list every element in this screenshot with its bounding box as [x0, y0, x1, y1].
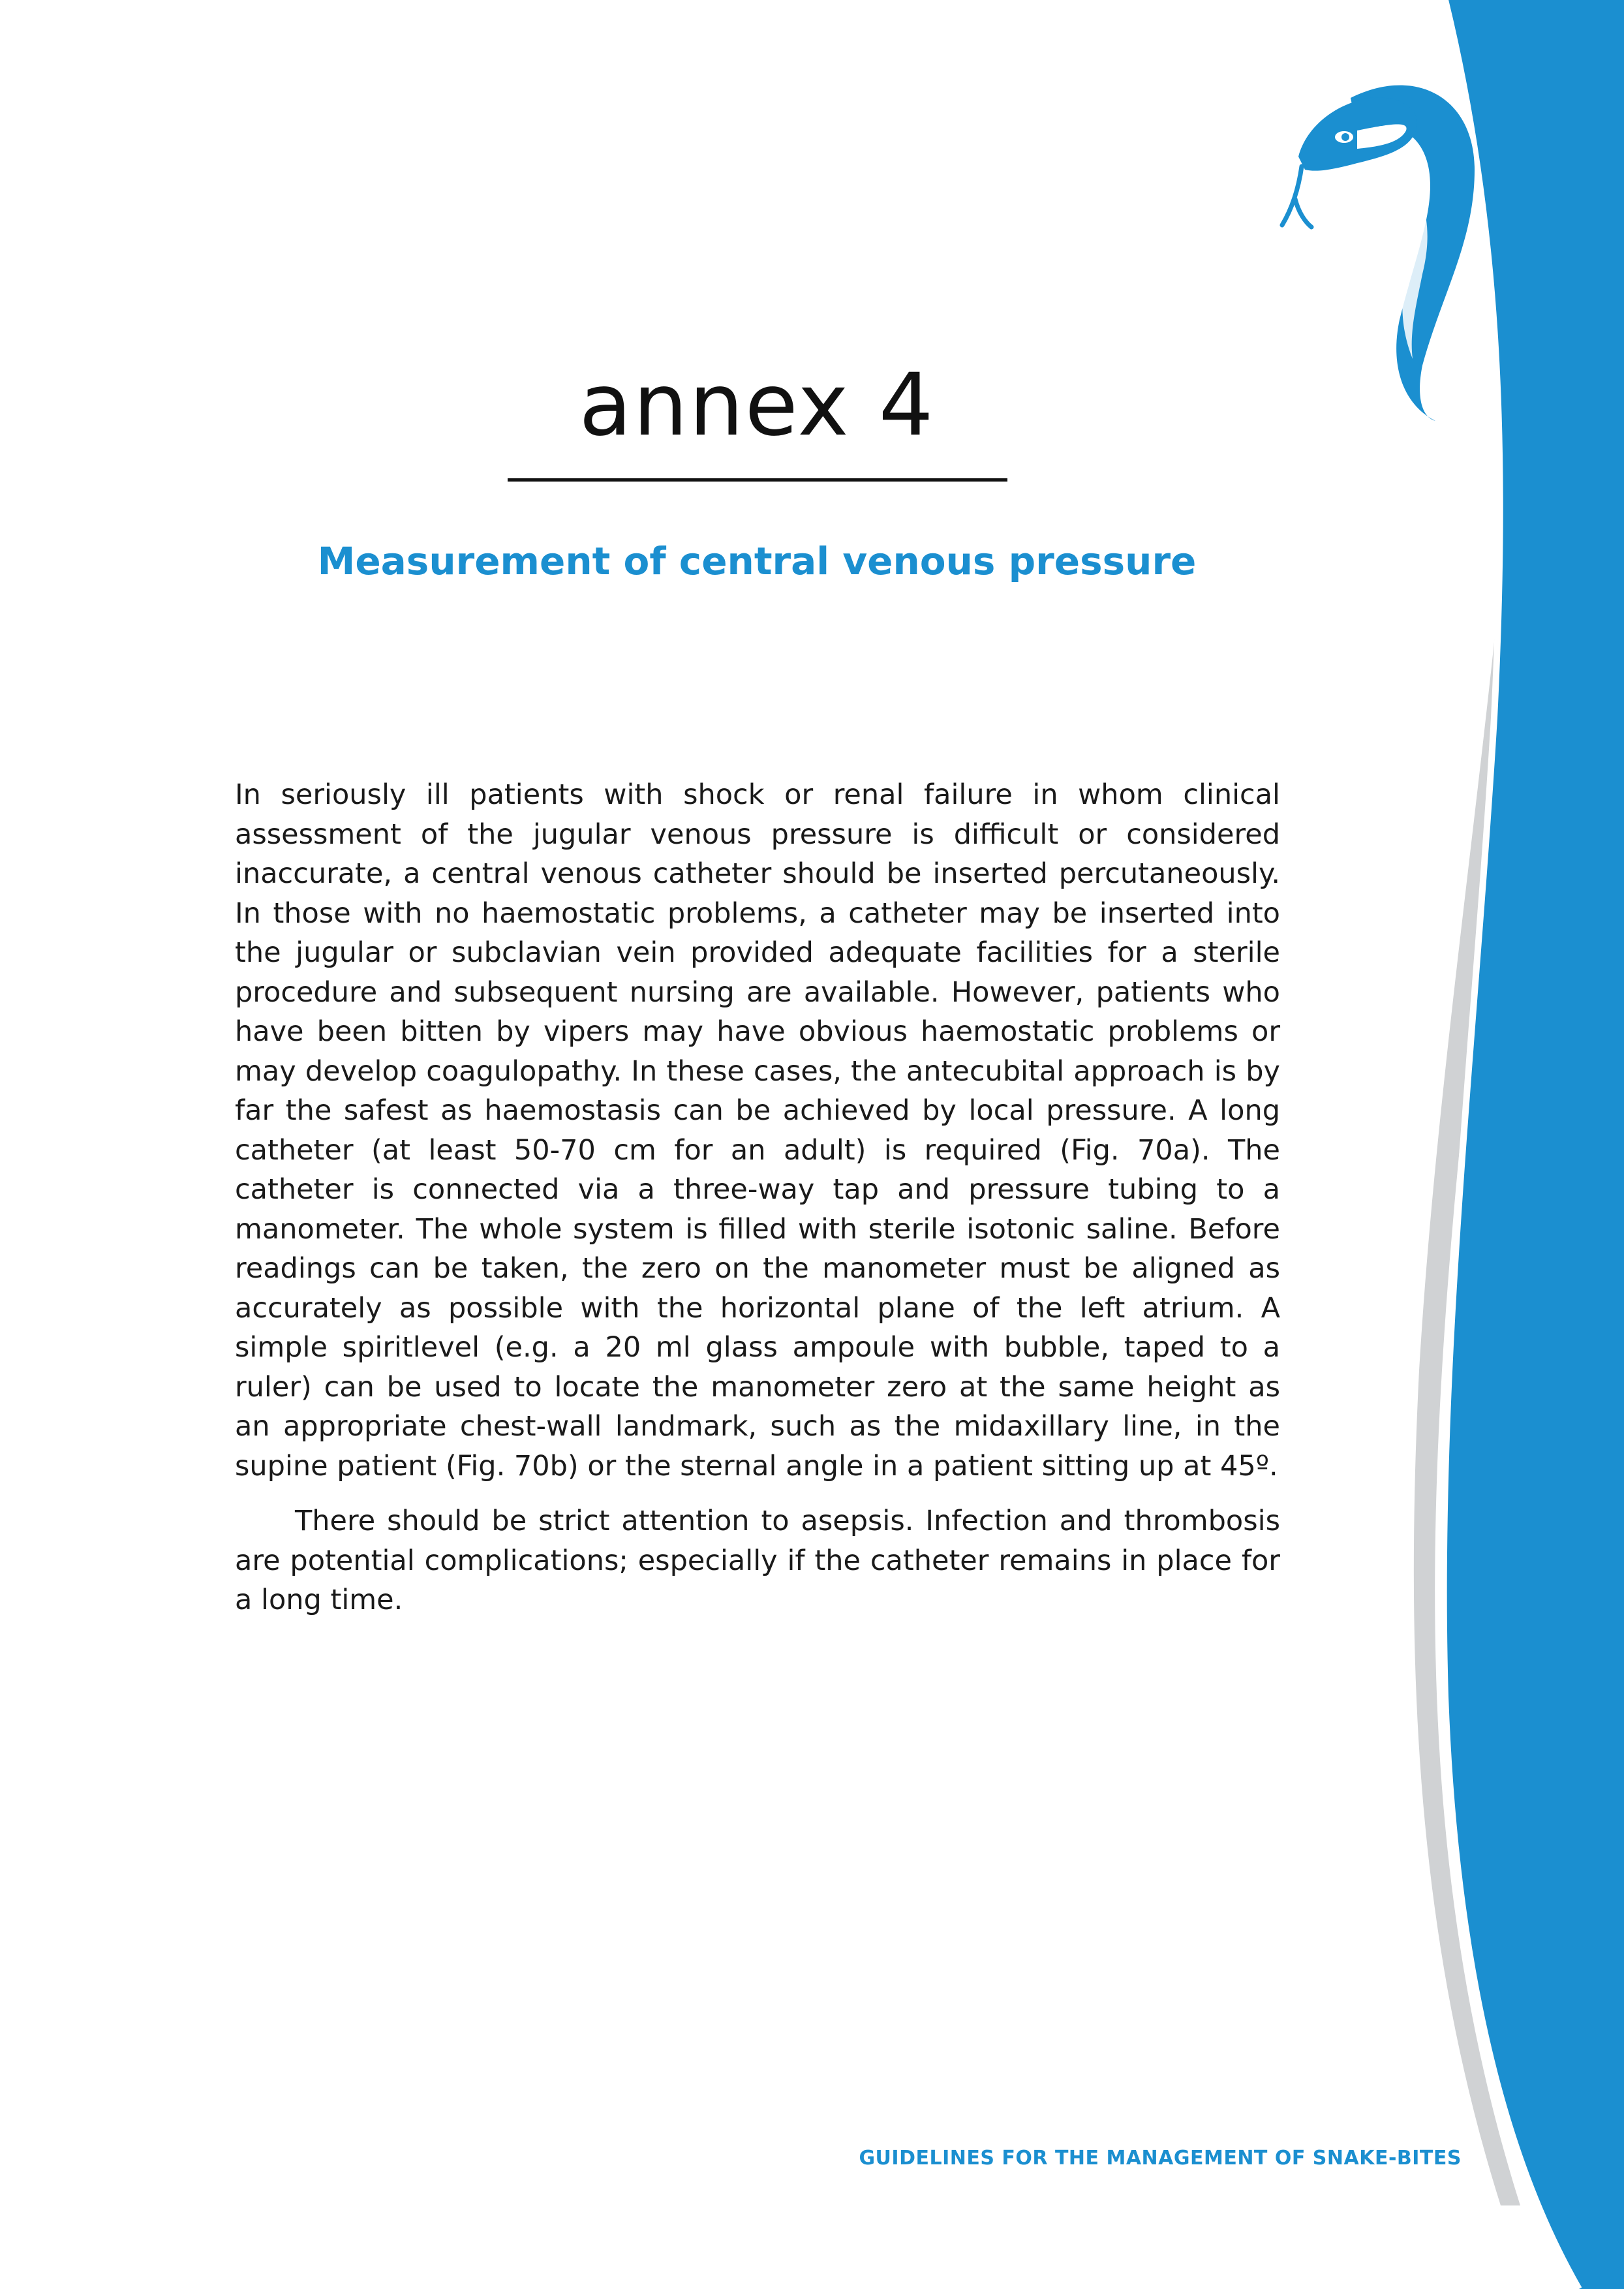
body-text — [235, 775, 1280, 1620]
title-divider — [508, 478, 1007, 482]
annex-title: annex 4 — [579, 355, 935, 455]
running-footer: GUIDELINES FOR THE MANAGEMENT OF SNAKE-BITES — [859, 2147, 1462, 2170]
paragraph: There should be strict attention to asepsis. Infection and thrombosis are potential complications; especially if the catheter remains in place for a long time. — [235, 1505, 1280, 1616]
paragraph: In seriously ill patients with shock or renal failure in whom clinical assessment of the jugular venous pressure is difficult or considered inaccurate, a central venous catheter should be inserted percutaneously. In those with no haemostatic problems, a catheter may be inserted into the jugular or subclavian vein provided adequate facilities for a sterile procedure and subsequent nursing are available. However, patients who have been bitten by vipers may have obvious haemostatic problems or may develop coagulopathy. In these cases, the antecubital approach is by far the safest as haemostasis can be achieved by local pressure. A long catheter (at least 50-70 cm for an adult) is required (Fig. 70a). The catheter is connected via a three-way tap and pressure tubing to a manometer. The whole system is filled with sterile isotonic saline. Before readings can be taken, the zero on the manometer must be aligned as accurately as possible with the horizontal plane of the left atrium. A simple spiritlevel (e.g. a 20 ml glass ampoule with bubble, taped to a ruler) can be used to locate the manometer zero at the same height as an appropriate chest-wall landmark, such as the midaxillary line, in the supine patient (Fig. 70b) or the sternal angle in a patient sitting up at 45º. — [235, 778, 1280, 1482]
section-title: Measurement of central venous pressure — [317, 539, 1197, 583]
snake-head-icon — [1259, 59, 1507, 424]
